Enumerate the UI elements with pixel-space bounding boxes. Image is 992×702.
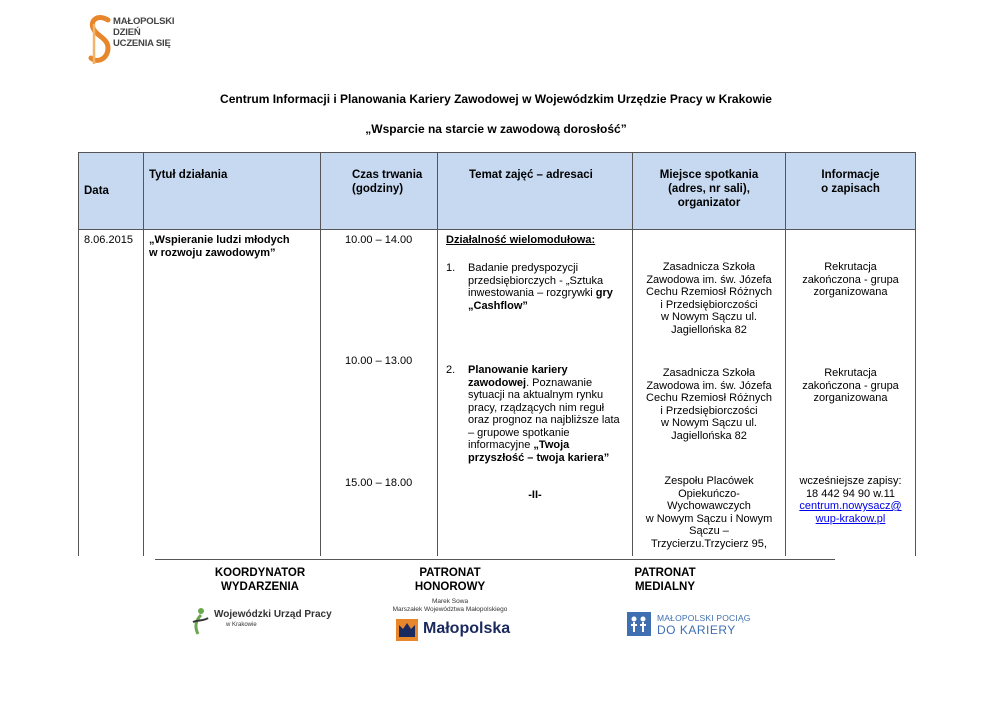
topic-item-1: 1. Badanie predyspozycji przedsiębiorczych - „Sztuka inwestowania – rozgrywki gry „Cashflow” [446, 262, 613, 312]
malopolska-logo [396, 618, 526, 642]
row-date: 8.06.2015 [84, 234, 133, 246]
pociag-logo [627, 610, 777, 638]
malopolska-crest-icon [396, 619, 418, 641]
header-duration: Czas trwania (godziny) [352, 169, 423, 195]
place-2: Zasadnicza Szkoła Zawodowa im. św. Józefa Cechu Rzemiosł Różnych i Przedsiębiorczości w Nowym Sączu ul. Jagiellońska 82 [646, 367, 772, 442]
logo-line-2: DZIEŃ [113, 27, 141, 38]
wup-figure-icon [190, 606, 210, 636]
wup-city: w Krakowie [226, 622, 257, 628]
header-title: Tytuł działania [149, 169, 228, 181]
page-subtitle: „Wsparcie na starcie w zawodową dorosłość” [365, 122, 627, 136]
logo-s-icon [88, 14, 114, 68]
wup-logo [190, 606, 340, 638]
header-info: Informacje o zapisach [821, 169, 880, 195]
malopolski-dzien-uczenia-logo [88, 14, 208, 68]
info-3: wcześniejsze zapisy: 18 442 94 90 w.11 centrum.nowysacz@ wup-krakow.pl [786, 475, 915, 525]
schedule-table [78, 152, 916, 556]
header-date: Data [84, 185, 109, 197]
place-3: Zespołu Placówek Opiekuńczo- Wychowawczych w Nowym Sączu i Nowym Sączu – Trzycierzu.Trzycierz 95, [645, 475, 773, 550]
email-link[interactable]: centrum.nowysacz@ wup-krakow.pl [799, 500, 902, 525]
topic-item-3: -II- [528, 489, 542, 501]
header-topic: Temat zajęć – adresaci [469, 169, 593, 181]
footer-media: PATRONAT MEDIALNY [634, 567, 696, 593]
footer-honorary: PATRONAT HONOROWY [414, 567, 486, 593]
wup-name: Wojewódzki Urząd Pracy [214, 609, 332, 620]
info-1: Rekrutacja zakończona - grupa zorganizowana [802, 261, 899, 298]
logo-line-1: MAŁOPOLSKI [113, 16, 175, 27]
row-title: „Wspieranie ludzi młodych w rozwoju zawodowym” [149, 234, 290, 259]
header-place: Miejsce spotkania (adres, nr sali), organizator [659, 169, 759, 209]
pociag-figures-icon [627, 612, 651, 636]
row-time-2: 10.00 – 13.00 [345, 355, 413, 367]
logo-line-3: UCZENIA SIĘ [113, 38, 171, 49]
topic-header: Działalność wielomodułowa: [446, 234, 596, 246]
pociag-line-1: MAŁOPOLSKI POCIĄG [657, 613, 751, 623]
pociag-line-2: DO KARIERY [657, 623, 736, 637]
row-time-3: 15.00 – 18.00 [345, 477, 413, 489]
footer-separator [155, 559, 835, 560]
marshal-caption: Marek Sowa Marszałek Województwa Małopolskiego [392, 598, 508, 613]
place-1: Zasadnicza Szkoła Zawodowa im. św. Józefa Cechu Rzemiosł Różnych i Przedsiębiorczości w Nowym Sączu ul. Jagiellońska 82 [646, 261, 772, 336]
page-title: Centrum Informacji i Planowania Kariery Zawodowej w Wojewódzkim Urzędzie Pracy w Krakowie [220, 92, 772, 106]
info-2: Rekrutacja zakończona - grupa zorganizowana [802, 367, 899, 404]
row-time-1: 10.00 – 14.00 [345, 234, 413, 246]
malopolska-wordmark: Małopolska [423, 620, 511, 637]
topic-item-2: 2. Planowanie kariery zawodowej. Poznawanie sytuacji na aktualnym rynku pracy, rządzących nim reguł oraz prognoz na najbliższe lata – grupowe spotkanie informacyjne „Twoja przyszłość – twoja kariera” [446, 364, 620, 464]
footer-coordinator: KOORDYNATOR WYDARZENIA [214, 567, 306, 593]
